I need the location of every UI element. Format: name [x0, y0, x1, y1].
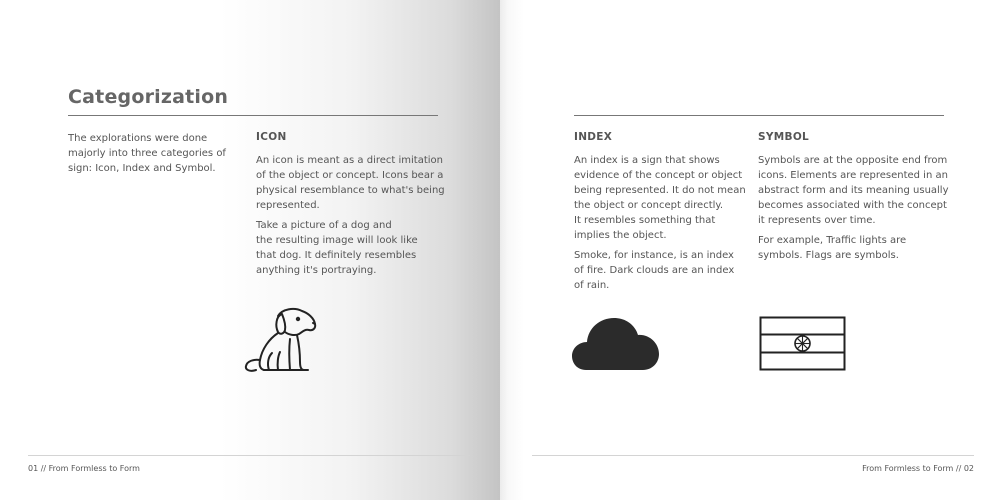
text-line: of fire. Dark clouds are an index: [574, 265, 735, 276]
text-line: symbols. Flags are symbols.: [758, 250, 899, 261]
text-line: the resulting image will look like: [256, 235, 418, 246]
text-line: it represents over time.: [758, 215, 876, 226]
page-footer: From Formless to Form // 02: [862, 464, 974, 473]
text-line: For example, Traffic lights are: [758, 235, 907, 246]
text-line: physical resemblance to what's being: [256, 185, 445, 196]
text-line: An icon is meant as a direct imitation: [256, 155, 443, 166]
index-paragraph-1: [574, 153, 746, 243]
text-line: represented.: [256, 200, 320, 211]
icon-heading: ICON: [256, 131, 287, 143]
flag-icon: [759, 316, 847, 372]
text-line: the object or concept directly.: [574, 200, 724, 211]
top-rule: [574, 115, 944, 116]
dog-icon: [242, 306, 322, 374]
text-line: evidence of the concept or object: [574, 170, 743, 181]
index-heading: INDEX: [574, 131, 613, 143]
index-paragraph-2: [574, 248, 734, 293]
intro-line: majorly into three categories of: [68, 148, 226, 159]
text-line: that dog. It definitely resembles: [256, 250, 417, 261]
text-line: An index is a sign that shows: [574, 155, 720, 166]
intro-line: The explorations were done: [68, 133, 208, 144]
text-line: Symbols are at the opposite end from: [758, 155, 948, 166]
right-page: [500, 0, 1000, 500]
symbol-heading: SYMBOL: [758, 131, 810, 143]
text-line: icons. Elements are represented in an: [758, 170, 948, 181]
intro-line: sign: Icon, Index and Symbol.: [68, 163, 216, 174]
text-line: of rain.: [574, 280, 610, 291]
intro-text: [68, 131, 226, 176]
cloud-icon: [572, 316, 660, 372]
page-title: Categorization: [68, 86, 229, 108]
text-line: Smoke, for instance, is an index: [574, 250, 734, 261]
text-line: Take a picture of a dog and: [256, 220, 392, 231]
footer-rule: [532, 455, 974, 456]
icon-paragraph-1: [256, 153, 445, 213]
text-line: being represented. It do not mean: [574, 185, 746, 196]
symbol-paragraph-1: [758, 153, 949, 228]
text-line: of the object or concept. Icons bear a: [256, 170, 444, 181]
text-line: becomes associated with the concept: [758, 200, 947, 211]
footer-rule: [28, 455, 470, 456]
text-line: implies the object.: [574, 230, 667, 241]
page-footer: 01 // From Formless to Form: [28, 464, 140, 473]
symbol-paragraph-2: [758, 233, 906, 263]
title-rule: [68, 115, 438, 116]
text-line: It resembles something that: [574, 215, 716, 226]
icon-paragraph-2: [256, 218, 418, 278]
text-line: abstract form and its meaning usually: [758, 185, 949, 196]
text-line: anything it's portraying.: [256, 265, 377, 276]
